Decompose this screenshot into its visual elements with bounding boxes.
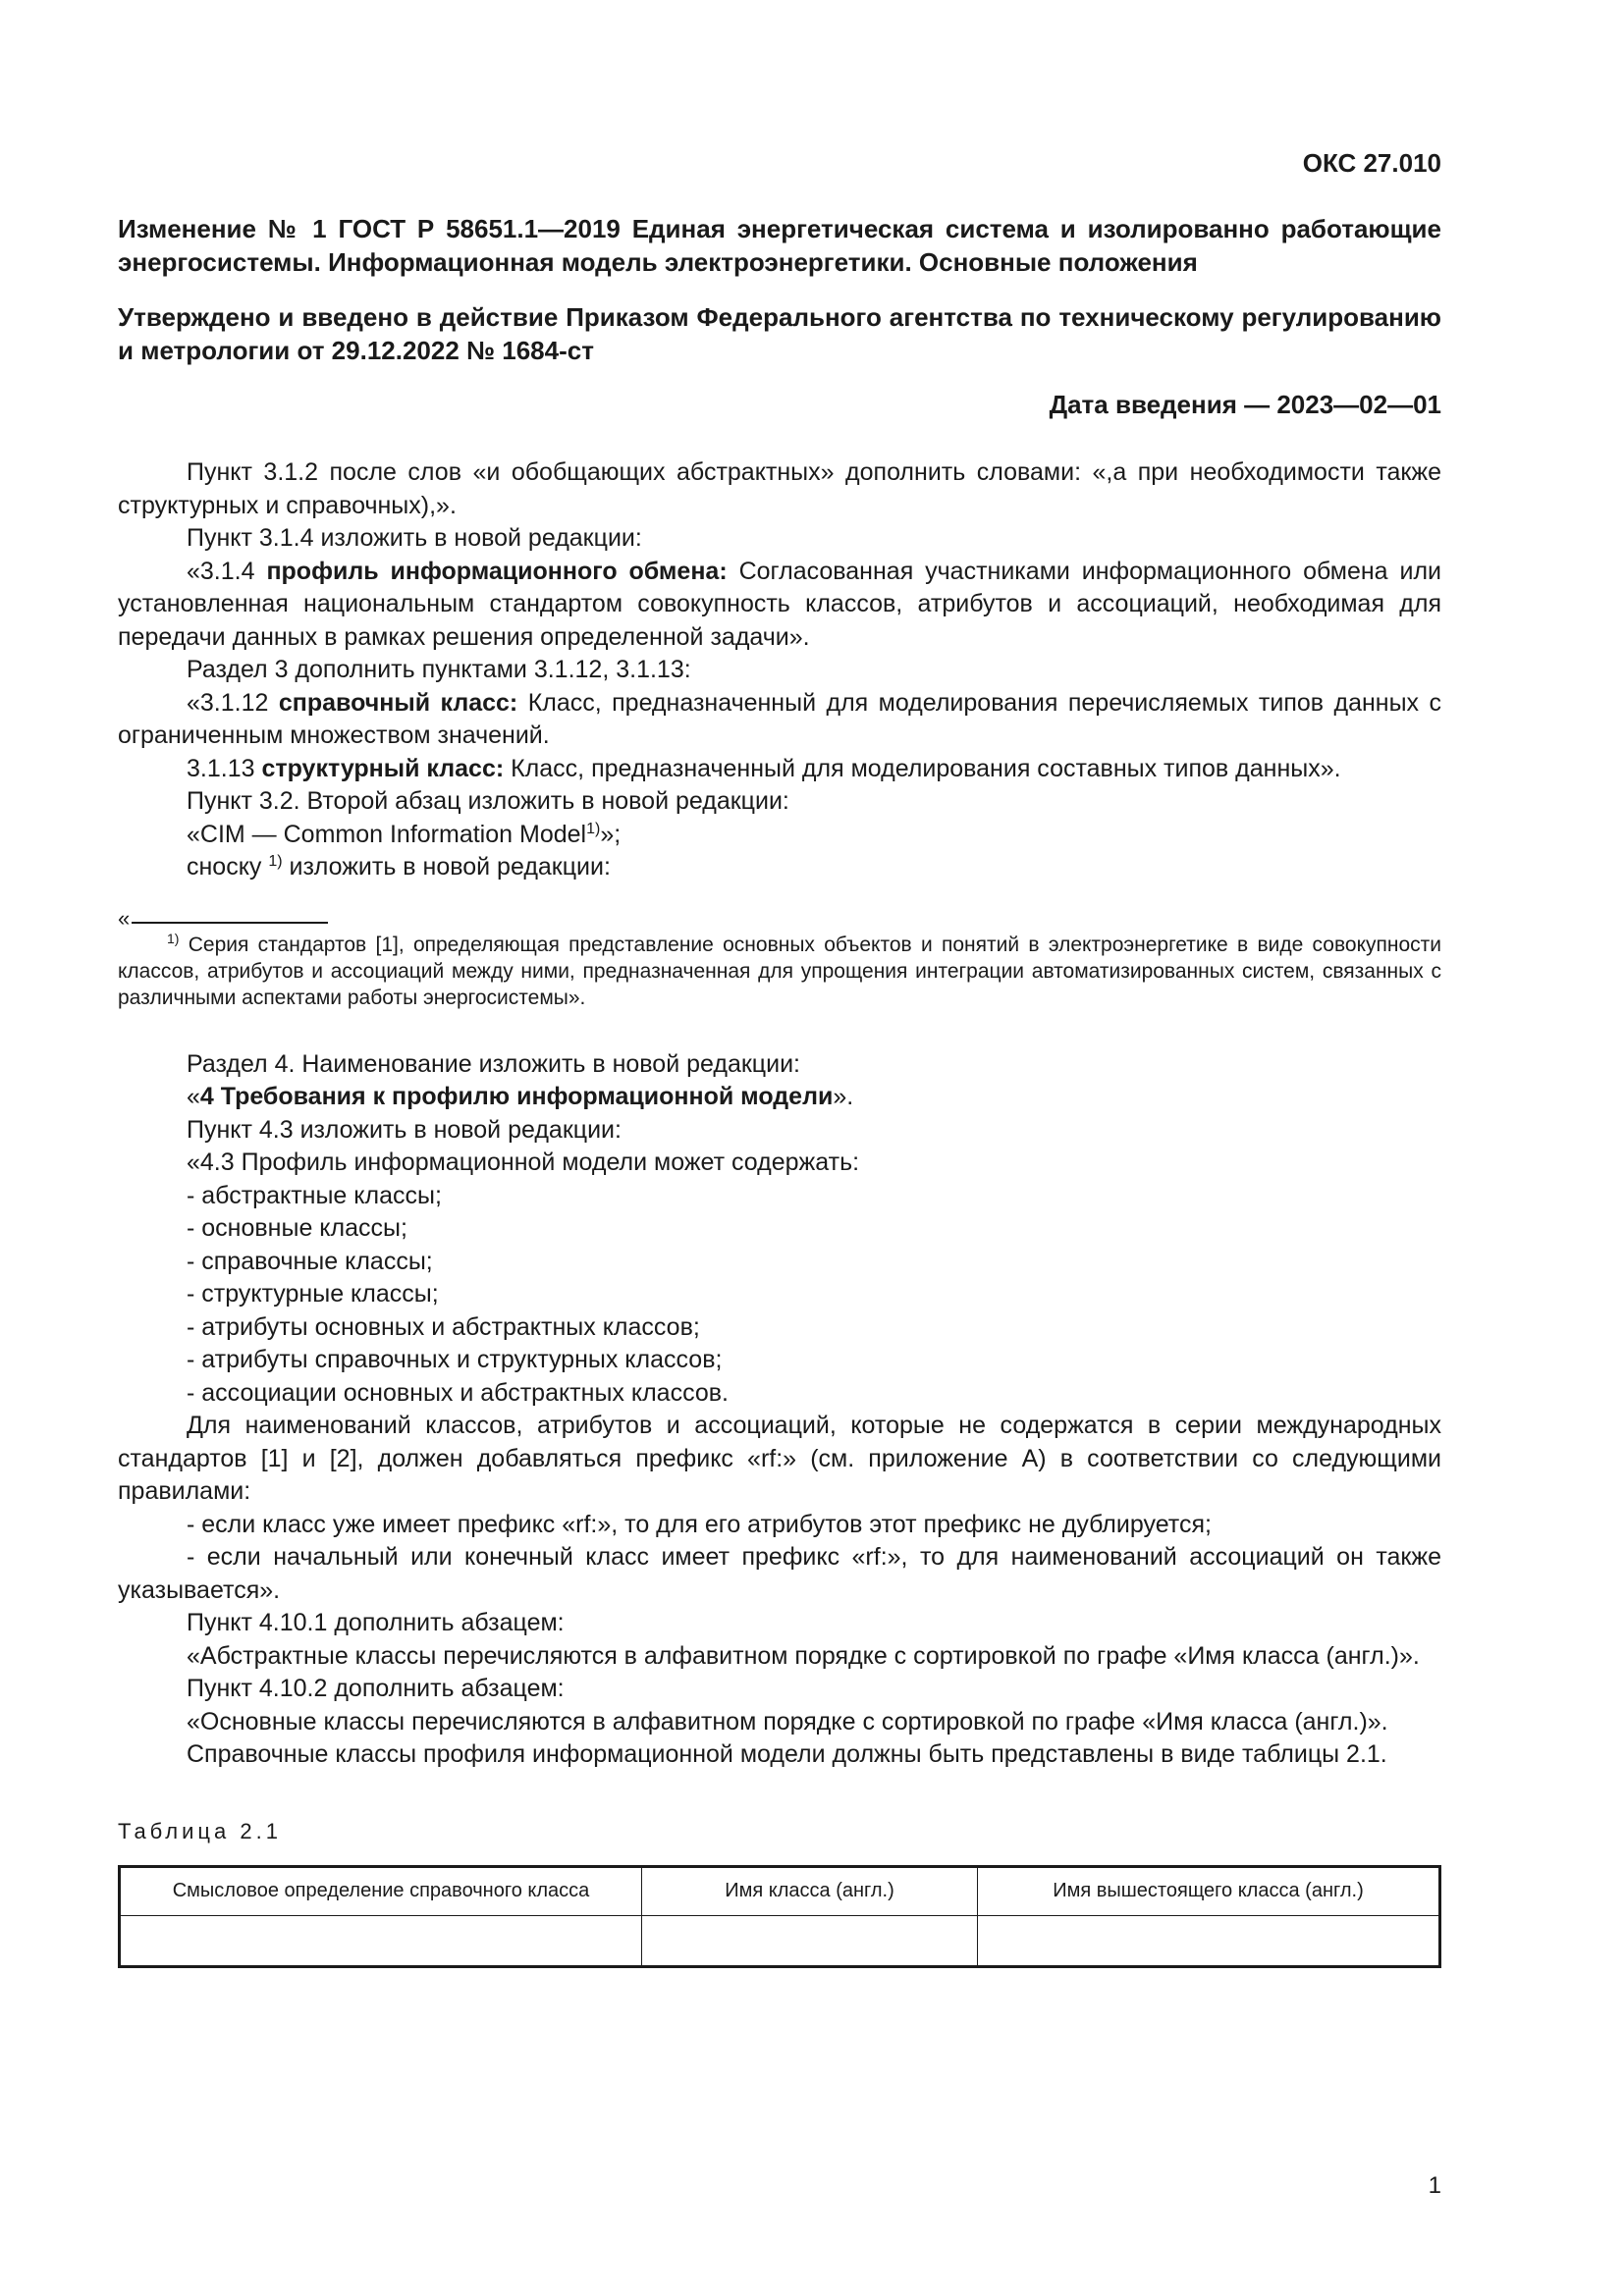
clause-number: «3.1.12 bbox=[187, 688, 279, 717]
section-title: 4 Требования к профилю информационной модели bbox=[199, 1083, 834, 1110]
list-item: - ассоциации основных и абстрактных классов. bbox=[187, 1378, 729, 1407]
paragraph: Раздел 3 дополнить пунктами 3.1.12, 3.1.13: bbox=[187, 656, 691, 683]
paragraph: «Основные классы перечисляются в алфавитном порядке с сортировкой по графе «Имя класса (англ.)». bbox=[187, 1707, 1388, 1735]
footnote-ref: 1) bbox=[268, 853, 283, 870]
definition-3-1-13 bbox=[118, 753, 1441, 786]
page-number: 1 bbox=[1428, 2172, 1441, 2199]
list-item: - основные классы; bbox=[187, 1214, 407, 1242]
footnote-separator bbox=[132, 922, 328, 924]
clause-number: 3.1.13 bbox=[187, 754, 262, 782]
definition-3-1-12 bbox=[118, 687, 1441, 753]
footnote-marker: 1) bbox=[167, 930, 180, 946]
footnote bbox=[118, 932, 1441, 1011]
oks-code: ОКС 27.010 bbox=[1302, 148, 1441, 178]
term: структурный класс: bbox=[261, 754, 505, 782]
text-segment: « bbox=[187, 1083, 200, 1110]
rule-item: - если класс уже имеет префикс «rf:», то для его атрибутов этот префикс не дублируется; bbox=[187, 1510, 1212, 1538]
text-segment: »; bbox=[600, 820, 622, 848]
paragraph-cim bbox=[118, 819, 1441, 852]
definition-text: Согласованная участниками информационного обмена или установленная национальным стандартом совокупность классов, атрибутов и ассоциаций, необходимая для передачи данных в рамках решения определенной задачи». bbox=[118, 557, 1442, 651]
term: справочный класс: bbox=[278, 688, 518, 717]
table-header-cell: Имя вышестоящего класса (англ.) bbox=[978, 1867, 1440, 1916]
list-item: - структурные классы; bbox=[187, 1280, 439, 1308]
table-cell bbox=[642, 1916, 978, 1967]
paragraph: Пункт 3.1.2 после слов «и обобщающих абстрактных» дополнить словами: «,а при необходимости также структурных и справочных),». bbox=[118, 458, 1441, 519]
paragraph: Для наименований классов, атрибутов и ассоциаций, которые не содержатся в серии международных стандартов [1] и [2], должен добавляться префикс «rf:» (см. приложение А) в соответствии со следующими правилами: bbox=[118, 1412, 1441, 1505]
definition-3-1-4 bbox=[118, 556, 1441, 655]
section-title-quote bbox=[118, 1081, 1441, 1114]
definition-text: Класс, предназначенный для моделирования перечисляемых типов данных с ограниченным множеством значений. bbox=[118, 688, 1441, 749]
clause-number: «3.1.4 bbox=[187, 557, 267, 585]
table-cell bbox=[120, 1916, 642, 1967]
list-item: - абстрактные классы; bbox=[187, 1181, 442, 1209]
text-segment: изложить в новой редакции: bbox=[282, 853, 611, 881]
document-content bbox=[118, 147, 1441, 1968]
paragraph-footnote-ref bbox=[118, 851, 1441, 884]
table-header-row bbox=[120, 1867, 1440, 1916]
approval-statement: Утверждено и введено в действие Приказом Федерального агентства по техническому регулированию и метрологии от 29.12.2022 № 1684-ст bbox=[118, 301, 1441, 365]
table-header-cell: Смысловое определение справочного класса bbox=[120, 1867, 642, 1916]
footnote-open-quote: « bbox=[118, 905, 131, 931]
paragraph: Пункт 4.10.1 дополнить абзацем: bbox=[187, 1609, 565, 1636]
footnote-block bbox=[118, 905, 1441, 1011]
paragraph: Пункт 4.10.2 дополнить абзацем: bbox=[187, 1675, 565, 1702]
list-item: - справочные классы; bbox=[187, 1247, 433, 1275]
paragraph: Справочные классы профиля информационной модели должны быть представлены в виде таблицы 2.1. bbox=[187, 1740, 1387, 1768]
definition-text: Класс, предназначенный для моделирования составных типов данных». bbox=[504, 754, 1341, 782]
paragraph: «4.3 Профиль информационной модели может содержать: bbox=[187, 1148, 860, 1176]
paragraph: Раздел 4. Наименование изложить в новой редакции: bbox=[187, 1049, 800, 1078]
table-row bbox=[120, 1916, 1440, 1967]
table-cell bbox=[978, 1916, 1440, 1967]
document-title: Изменение № 1 ГОСТ Р 58651.1—2019 Единая энергетическая система и изолированно работающие энергосистемы. Информационная модель электроэнергетики. Основные положения bbox=[118, 213, 1441, 277]
list-item: - атрибуты справочных и структурных классов; bbox=[187, 1346, 723, 1373]
footnote-separator-row bbox=[118, 905, 1441, 931]
text-segment: ». bbox=[833, 1083, 854, 1110]
paragraph: Пункт 3.2. Второй абзац изложить в новой редакции: bbox=[187, 787, 789, 815]
table-header-cell: Имя класса (англ.) bbox=[642, 1867, 978, 1916]
paragraph: Пункт 3.1.4 изложить в новой редакции: bbox=[187, 524, 642, 552]
footnote-ref: 1) bbox=[586, 820, 601, 837]
paragraph: «Абстрактные классы перечисляются в алфавитном порядке с сортировкой по графе «Имя класса (англ.)». bbox=[187, 1641, 1420, 1670]
text-segment: «CIM — Common Information Model bbox=[187, 820, 587, 848]
rule-item: - если начальный или конечный класс имеет префикс «rf:», то для наименований ассоциаций он также указывается». bbox=[118, 1543, 1441, 1604]
term: профиль информационного обмена: bbox=[266, 557, 728, 585]
paragraph: Пункт 4.3 изложить в новой редакции: bbox=[187, 1115, 622, 1144]
footnote-text: Серия стандартов [1], определяющая представление основных объектов и понятий в электроэнергетике в виде совокупности классов, атрибутов и ассоциаций между ними, предназначенная для упрощения интеграции автоматизированных систем, связанных с различными аспектами работы энергосистемы». bbox=[118, 933, 1441, 1009]
list-item: - атрибуты основных и абстрактных классов; bbox=[187, 1312, 700, 1341]
reference-class-table bbox=[118, 1865, 1441, 1968]
text-segment: сноску bbox=[187, 853, 269, 881]
effective-date: Дата введения — 2023—02—01 bbox=[1049, 389, 1441, 419]
table-caption: Таблица 2.1 bbox=[118, 1818, 282, 1843]
